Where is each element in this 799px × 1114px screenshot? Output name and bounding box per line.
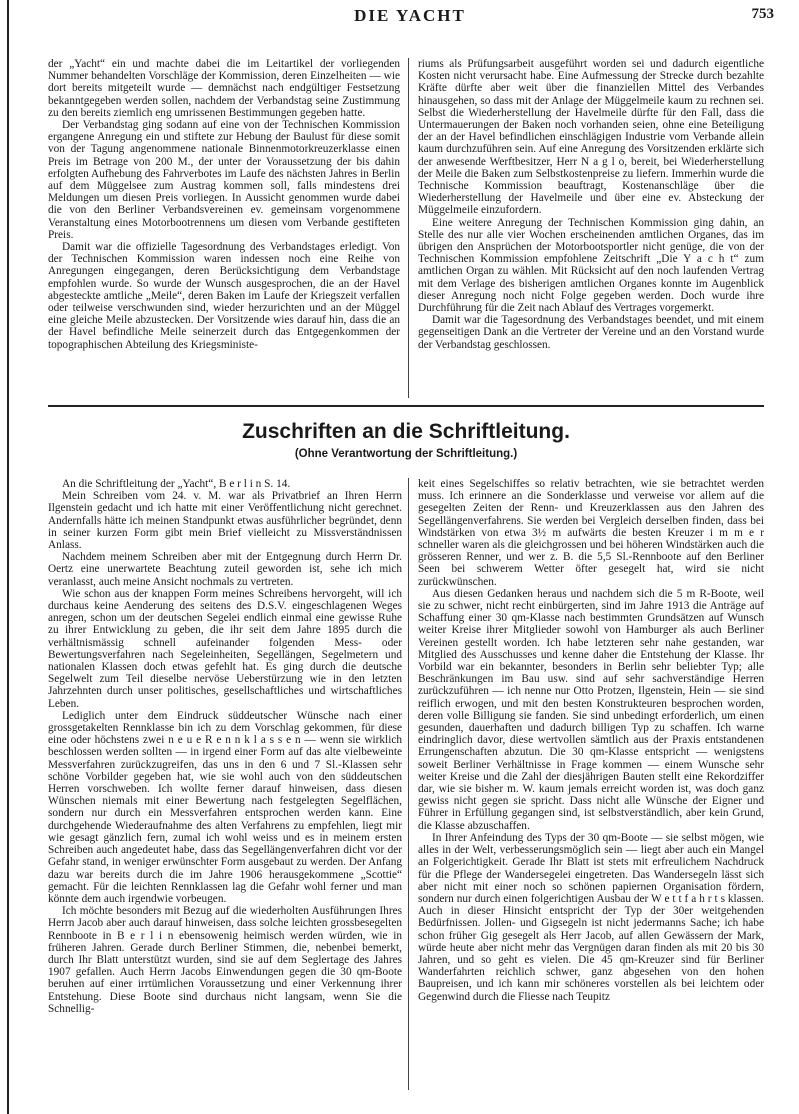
paragraph: Damit war die Tagesordnung des Verbandstages beendet, und mit einem gegenseitigen Dank an die Vertreter der Vereine und an den Vorstand wurde der Verbandstag geschlossen. xyxy=(418,314,764,351)
bottom-right-column xyxy=(418,478,764,1003)
top-left-column xyxy=(48,58,400,351)
paragraph: keit eines Segelschiffes so relativ betrachten, wie sie betrachtet werden muss. Ich erinnere an die Sonderklasse und verweise vor allem auf die gesegelten Zeiten der Renn- und Kreuzerklassen aus den Jahren des Segellängenverfahrens. Sie werden bei Vergleich derselben finden, dass bei Windstärken von etwa 3½ m aufwärts die besten Kreuzer i m m e r schneller waren als die gleichgrossen und bei höheren Windstärken auch die grösseren Renner, und wer z. B. die 5,5 Sl.-Rennboote auf den Berliner Seen bei schwerem Wetter öfter gesegelt hat, wird sie nicht zurückwünschen. xyxy=(418,478,764,588)
paragraph: Lediglich unter dem Eindruck süddeutscher Wünsche nach einer grossgetakelten Rennklasse bin ich zu dem Vorschlag gekommen, für diese eine oder höchstens zwei n e u e R e n n k l a s s e n — wenn sie wirklich beschlossen werden sollten — in irgend einer Form auf das alte vielbeweinte Messverfahren zurückzugreifen, das uns in den 6 und 7 Sl.-Klassen sehr schöne Vorbilder gegeben hat, wie sie wohl auch von den süddeutschen Herren vorschweben. Ich wollte ferner darauf hinweisen, dass diesen Wünschen niemals mit einer Bewertung nach festgelegten Segelflächen, sondern nur durch ein Messverfahren entsprochen werden kann. Eine durchgehende Wiederaufnahme des alten Verfahrens zu empfehlen, liegt mir wie gesagt gänzlich fern, zumal ich wohl weiss und es in meinem ersten Schreiben auch angedeutet habe, dass das Segellängenverfahren dicht vor der Gefahr stand, in weniger erwünschter Form ausgebaut zu werden. Der Anfang dazu war bereits durch die im Jahre 1906 herausgekommene „Scottie“ gemacht. Für die leichten Rennklassen lag die Gefahr wohl ferner und man könnte dem auch irgendwie vorbeugen. xyxy=(48,709,402,905)
paragraph: Mein Schreiben vom 24. v. M. war als Privatbrief an Ihren Herrn Ilgenstein gedacht und ich hatte mit einer Veröffentlichung nicht gerechnet. Andernfalls hätte ich meinen Standpunkt etwas ausführlicher begründet, denn in seiner kurzen Form gibt mein Brief vielleicht zu Missverständnissen Anlass. xyxy=(48,490,402,552)
page-number: 753 xyxy=(751,6,774,22)
top-right-column xyxy=(418,58,764,351)
paragraph: riums als Prüfungsarbeit ausgeführt worden sei und dadurch eigentliche Kosten nicht verursacht habe. Eine Aufmessung der Strecke durch bezahlte Kräfte dürfte aber weit über die finanziellen Mittel des Verbandes hinausgehen, so dass mit der Anlage der Müggelmeile kaum zu rechnen sei. Selbst die Wiederherstellung der Havelmeile dürfte für den Fall, dass die Untermauerungen der Baken noch vorhanden seien, ohne eine Beteiligung der an der Havel befindlichen einschlägigen Industrie vom Verbande allein kaum durchzuführen sein. Auf eine Anregung des Vorsitzenden erklärte sich der anwesende Werftbesitzer, Herr N a g l o, bereit, bei Wiederherstellung der Meile die Baken zum Selbstkostenpreise zu liefern. Immerhin wurde die Technische Kommission beauftragt, Kostenanschläge über die Wiederherstellung der Havelmeile und über eine ev. Absteckung der Müggelmeile einzufordern. xyxy=(418,58,764,217)
paragraph: Ich möchte besonders mit Bezug auf die wiederholten Ausführungen Ihres Herrn Jacob aber auch darauf hinweisen, dass solche leichten grossbesegelten Rennboote in B e r l i n ebensowenig heimisch werden würden, wie in früheren Jahren. Gerade durch Berliner Stimmen, die, nebenbei bemerkt, durch Ihr Blatt unterstützt wurden, sind sie auf dem Seglertage des Jahres 1907 gefallen. Auch Herrn Jacobs Einwendungen gegen die 30 qm-Boote beruhen auf einer irrtümlichen Voraussetzung und einer Verkennung ihrer Entstehung. Diese Boote sind durchaus nicht langsam, wenn Sie die Schnellig- xyxy=(48,905,402,1015)
section-subtitle: (Ohne Verantwortung der Schriftleitung.) xyxy=(294,448,518,460)
page-header xyxy=(30,6,790,30)
bottom-left-column xyxy=(48,478,402,1015)
paragraph: Nachdem meinem Schreiben aber mit der Entgegnung durch Herrn Dr. Oertz eine unerwartete Beachtung zuteil geworden ist, sehe ich mich veranlasst, auch meine Ansicht nochmals zu vertreten. xyxy=(48,551,402,588)
paragraph: der „Yacht“ ein und machte dabei die im Leitartikel der vorliegenden Nummer behandelten Vorschläge der Kommission, deren Einzelheiten — wie dort bereits mitgeteilt wurde — demnächst nach endgültiger Festsetzung bekanntgegeben werden sollen, nachdem der Verbandstag seine Zustimmung zu den bereits ziemlich eng umrissenen Bestimmungen gegeben hatte. xyxy=(48,58,400,119)
column-divider xyxy=(408,478,409,1090)
section-title: Zuschriften an die Schriftleitung. xyxy=(242,420,570,443)
paragraph: Der Verbandstag ging sodann auf eine von der Technischen Kommission ergangene Anregung ein und stiftete zur Hebung der Baulust für diese somit von der Tagung angenommene nationale Binnenmotorkreuzerklasse einen Preis im Betrage von 200 M., der unter der Voraussetzung der bis dahin erfolgten Aufhebung des Fahrverbotes im Laufe des nächsten Jahres in Berlin auf dem Müggelsee zum Austrag kommen soll, falls mindestens drei Meldungen um diesen Preis vorliegen. In Aussicht genommen wurde dabei die von den Berliner Verbandsvereinen ev. gemeinsam vorgenommene Veranstaltung eines Motorbootrennens um diesen vom Verbande gestifteten Preis. xyxy=(48,119,400,241)
section-separator xyxy=(48,405,764,407)
journal-title: DIE YACHT xyxy=(354,6,466,25)
paragraph: Damit war die offizielle Tagesordnung des Verbandstages erledigt. Von der Technischen Kommission waren indessen noch eine Reihe von Anregungen eingegangen, deren Berücksichtigung dem Verbandstage empfohlen wurde. So wurde der Wunsch ausgesprochen, die an der Havel abgesteckte amtliche „Meile“, deren Baken im Laufe der Kriegszeit verfallen oder teilweise verschwunden sind, wieder herzurichten und an der Müggel eine gleiche Meile abzustecken. Der Vorsitzende wies darauf hin, dass die an der Havel befindliche Meile seinerzeit durch das Entgegenkommen der topographischen Abteilung des Kriegsministe- xyxy=(48,241,400,351)
paragraph: Eine weitere Anregung der Technischen Kommission ging dahin, an Stelle des nur alle vier Wochen erscheinenden amtlichen Organes, das im übrigen den Ansprüchen der Motorbootsportler nicht genüge, die von der Technischen Kommission empfohlene Zeitschrift „Die Y a c h t“ zum amtlichen Organ zu wählen. Mit Rücksicht auf den noch laufenden Vertrag mit dem Verlage des bisherigen amtlichen Organes konnte im Augenblick dieser Anregung noch nicht Folge gegeben werden. Doch wurde ihre Durchführung für die Zeit nach Ablauf des Vertrages vorgemerkt. xyxy=(418,216,764,315)
letter-salutation: An die Schriftleitung der „Yacht“, B e r l i n S. 14. xyxy=(62,478,291,490)
column-divider xyxy=(408,58,409,398)
paragraph: Aus diesen Gedanken heraus und nachdem sich die 5 m R-Boote, weil sie zu schwer, nicht recht einbürgerten, sind im Jahre 1913 die Anträge auf Schaffung einer 30 qm-Klasse nach bestimmten Grundsätzen auf Wunsch weiter Kreise ihrer Mitglieder sowohl von Hamburger als auch Berliner Vereinen gestellt worden. Ich habe letzteren sehr nahe gestanden, war Mitglied des Ausschusses und kenne daher die Entstehung der Klasse. Ihr Vorbild war ein bekannter, besonders in Berlin sehr beliebter Typ; alle Beschränkungen im Bau usw. sind auf sehr sachverständige Herren zurückzuführen — ich nenne nur Otto Protzen, Ilgenstein, Hein — sie sind reiflich erwogen, und mit den besten Konstrukteuren besprochen worden, deren volle Billigung sie fanden. Sie sind unbedingt erforderlich, um einen gesunden, dauerhaften und dadurch billigen Typ zu schaffen. Ich warne eindringlich davor, diese wertvollen sämtlich aus der Praxis entstandenen Errungenschaften abzutun. Die 30 qm-Klasse entspricht — wenigstens soweit Berliner Verhältnisse in Frage kommen — einem Wunsche sehr weiter Kreise und die Zahl der diesjährigen Bauten stellt eine Rekordziffer dar, wie sie bisher m. W. kaum jemals erreicht worden ist, was doch ganz gewiss nicht gegen sie spricht. Dass nicht alle Wünsche der Eigner und Führer in Erfüllung gegangen sind, ist selbstverständlich, aber kein Grund, die Klasse abzuschaffen. xyxy=(418,587,764,832)
page-edge-line xyxy=(7,0,9,1114)
paragraph: Wie schon aus der knappen Form meines Schreibens hervorgeht, will ich durchaus keine Aenderung des seitens des D.S.V. eingeschlagenen Weges anregen, schon um der deutschen Segelei endlich einmal eine gewisse Ruhe zu ihrer Entwicklung zu geben, die ihr seit dem Jahre 1895 durch die verhältnismässig schnell aufeinander folgenden Mess- oder Bewertungsverfahren nach Segeleinheiten, Segellängen, Segelmetern und nationalen Klassen doch etwas gefehlt hat. Es ging durch die deutsche Segelwelt zum Teil dieselbe nervöse Ueberstürzung wie in den letzten Jahrzehnten durch unser politisches, gesellschaftliches und wirtschaftliches Leben. xyxy=(48,587,402,710)
paragraph: In Ihrer Anfeindung des Typs der 30 qm-Boote — sie selbst mögen, wie alles in der Welt, verbesserungsmöglich sein — liegt aber auch ein Mangel an Folgerichtigkeit. Gerade Ihr Blatt ist stets mit erfreulichem Nachdruck für die Pflege der Wandersegelei eingetreten. Das Wandersegeln lässt sich aber nicht mit einer noch so schönen papiernen Organisation fördern, sondern nur durch einen folgerichtigen Ausbau der W e t t f a h r t s klassen. Auch in dieser Hinsicht entspricht der Typ der 30er weitgehenden Bedürfnissen. Jollen- und Gigsegeln ist nicht jedermanns Sache; ich habe schon früher Gig gesegelt als Herr Jacob, auf allen Gewässern der Mark, würde heute aber nicht mehr das Vergnügen daran finden als mit 20 bis 30 Jahren, und so geht es vielen. Die 45 qm-Kreuzer sind für Berliner Wanderfahrten reichlich schwer, ganz abgesehen von den hohen Baupreisen, und ich kann mir schöneres vorstellen als bei leichtem oder Gegenwind durch die Fliesse nach Teupitz xyxy=(418,831,764,1003)
